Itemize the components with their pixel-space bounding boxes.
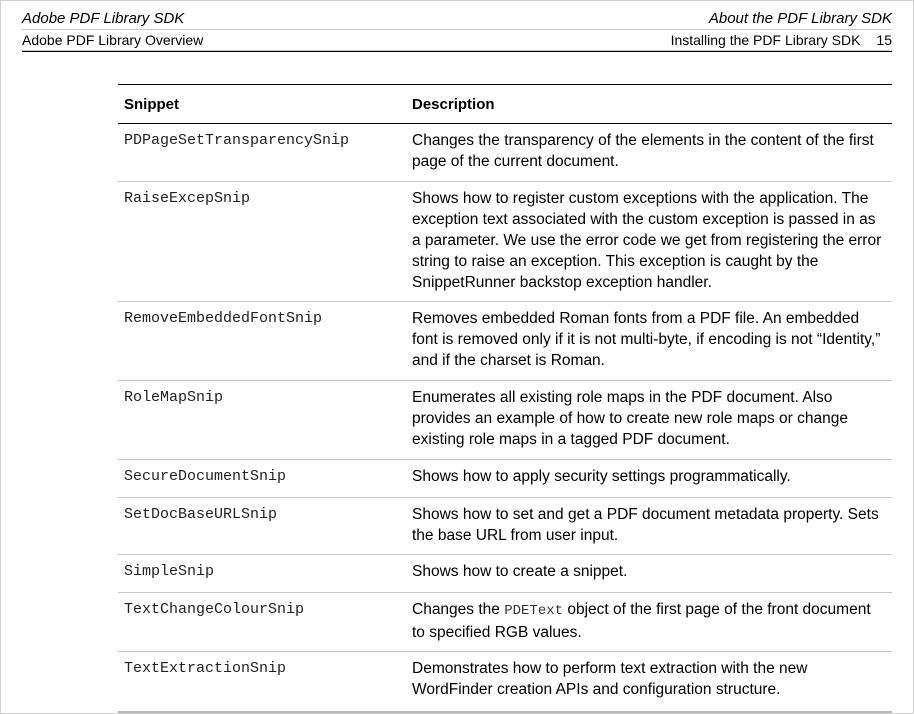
snippet-description [412, 593, 892, 651]
snippet-name: TextExtractionSnip [124, 660, 287, 677]
snippet-name: SetDocBaseURLSnip [124, 506, 278, 523]
table-row [118, 593, 892, 652]
header-title-row [22, 9, 892, 30]
snippet-description: Shows how to create a snippet. [412, 563, 628, 580]
snippet-table [118, 84, 892, 713]
page-number: 15 [876, 32, 892, 48]
page-header [22, 9, 892, 51]
snippet-description: Changes the transparency of the elements in the content of the first page of the current document. [412, 132, 874, 170]
table-row [118, 182, 892, 302]
section-title: Installing the PDF Library SDK [670, 32, 861, 48]
description-text: Changes the [412, 601, 505, 618]
snippet-name: RemoveEmbeddedFontSnip [124, 310, 323, 327]
document-subtitle: Adobe PDF Library Overview [22, 32, 204, 48]
document-title: Adobe PDF Library SDK [22, 10, 185, 27]
snippet-description: Removes embedded Roman fonts from a PDF file. An embedded font is removed only if it is not multi-byte, if encoding is not “Identity,” and if the charset is Roman. [412, 310, 881, 369]
table-row [118, 460, 892, 498]
code-term: PDEText [504, 603, 564, 619]
table-row [118, 302, 892, 381]
table-row [118, 498, 892, 555]
snippet-description: Demonstrates how to perform text extraction with the new WordFinder creation APIs and configuration structure. [412, 660, 808, 698]
table-header [118, 84, 892, 124]
column-header-snippet: Snippet [124, 95, 179, 113]
table-row [118, 381, 892, 460]
chapter-title: About the PDF Library SDK [708, 10, 892, 27]
snippet-description: Shows how to apply security settings programmatically. [412, 468, 791, 485]
header-divider [22, 51, 892, 52]
description-text: object of the first page of the front document to specified RGB values. [412, 601, 871, 641]
section-info [671, 30, 892, 50]
snippet-name: PDPageSetTransparencySnip [124, 132, 350, 149]
snippet-name: SimpleSnip [124, 563, 215, 580]
table-row [118, 652, 892, 713]
snippet-name: RaiseExcepSnip [124, 190, 251, 207]
snippet-name: RoleMapSnip [124, 389, 224, 406]
column-header-description: Description [412, 95, 495, 113]
table-row [118, 555, 892, 593]
table-row [118, 124, 892, 182]
snippet-description: Shows how to set and get a PDF document metadata property. Sets the base URL from user input. [412, 506, 879, 544]
snippet-description: Enumerates all existing role maps in the PDF document. Also provides an example of how to create new role maps or change existing role maps in a tagged PDF document. [412, 389, 848, 448]
header-subtitle-row [22, 30, 892, 51]
snippet-name: TextChangeColourSnip [124, 601, 305, 618]
snippet-description: Shows how to register custom exceptions with the application. The exception text associated with the custom exception is passed in as a parameter. We use the error code we get from registering the error string to raise an exception. This exception is caught by the SnippetRunner backstop exception handler. [412, 190, 882, 291]
snippet-name: SecureDocumentSnip [124, 468, 287, 485]
